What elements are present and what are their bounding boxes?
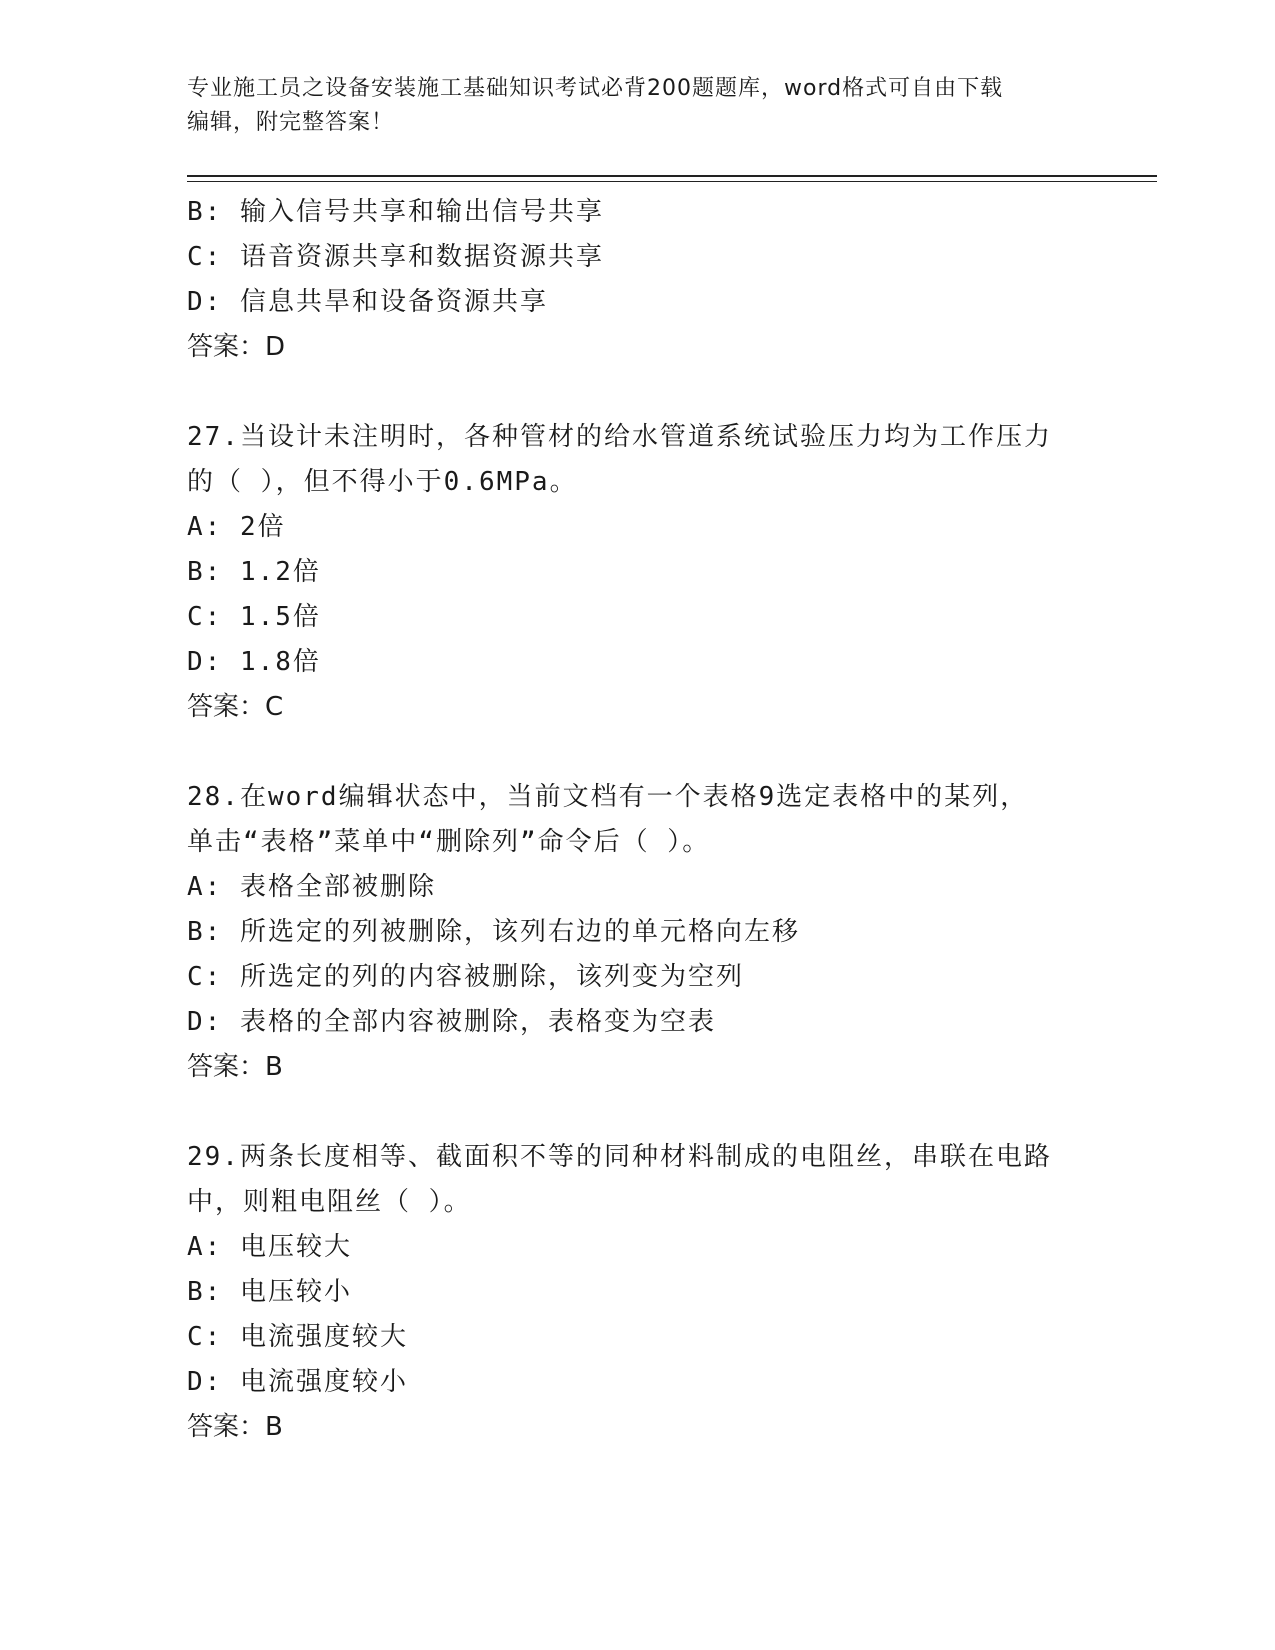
- document-header: [187, 72, 1087, 140]
- question-26-tail: [187, 190, 1087, 370]
- option-c: C: 语音资源共享和数据资源共享: [187, 242, 604, 272]
- option-c: C: 所选定的列的内容被删除，该列变为空列: [187, 962, 744, 992]
- question-stem-line-1: 28.在word编辑状态中，当前文档有一个表格9选定表格中的某列，: [187, 782, 1029, 812]
- option-d: D: 1.8倍: [187, 647, 321, 677]
- option-b: B: 输入信号共享和输出信号共享: [187, 197, 604, 227]
- question-list: [187, 190, 1087, 1450]
- answer-line: 答案：C: [187, 692, 284, 722]
- question-stem-line-1: 29.两条长度相等、截面积不等的同种材料制成的电阻丝，串联在电路: [187, 1142, 1052, 1172]
- option-d: D: 信息共旱和设备资源共享: [187, 287, 548, 317]
- option-d: D: 电流强度较小: [187, 1367, 408, 1397]
- question-stem-line-1: 27.当设计未注明时，各种管材的给水管道系统试验压力均为工作压力: [187, 422, 1052, 452]
- option-a: A: 表格全部被删除: [187, 872, 436, 902]
- question-27: [187, 415, 1087, 730]
- spacer: [187, 1090, 1087, 1135]
- question-stem-line-2: 单击“表格”菜单中“删除列”命令后（ ）。: [187, 827, 711, 857]
- spacer: [187, 730, 1087, 775]
- header-title-line-1: 专业施工员之设备安装施工基础知识考试必背200题题库，word格式可自由下载: [187, 76, 1004, 101]
- spacer: [187, 370, 1087, 415]
- header-rule-thick: [187, 175, 1157, 177]
- answer-line: 答案：B: [187, 1412, 283, 1442]
- option-a: A: 电压较大: [187, 1232, 352, 1262]
- question-stem-line-2: 的（ ），但不得小于0.6MPa。: [187, 467, 578, 497]
- option-a: A: 2倍: [187, 512, 286, 542]
- header-title-line-2: 编辑，附完整答案！: [187, 110, 395, 135]
- header-rule-thin: [187, 181, 1157, 182]
- option-d: D: 表格的全部内容被删除，表格变为空表: [187, 1007, 716, 1037]
- option-b: B: 电压较小: [187, 1277, 352, 1307]
- question-28: [187, 775, 1087, 1090]
- answer-line: 答案：D: [187, 332, 286, 362]
- option-c: C: 1.5倍: [187, 602, 321, 632]
- question-stem-line-2: 中，则粗电阻丝（ ）。: [187, 1187, 472, 1217]
- option-b: B: 1.2倍: [187, 557, 321, 587]
- answer-line: 答案：B: [187, 1052, 283, 1082]
- question-29: [187, 1135, 1087, 1450]
- option-b: B: 所选定的列被删除，该列右边的单元格向左移: [187, 917, 800, 947]
- option-c: C: 电流强度较大: [187, 1322, 408, 1352]
